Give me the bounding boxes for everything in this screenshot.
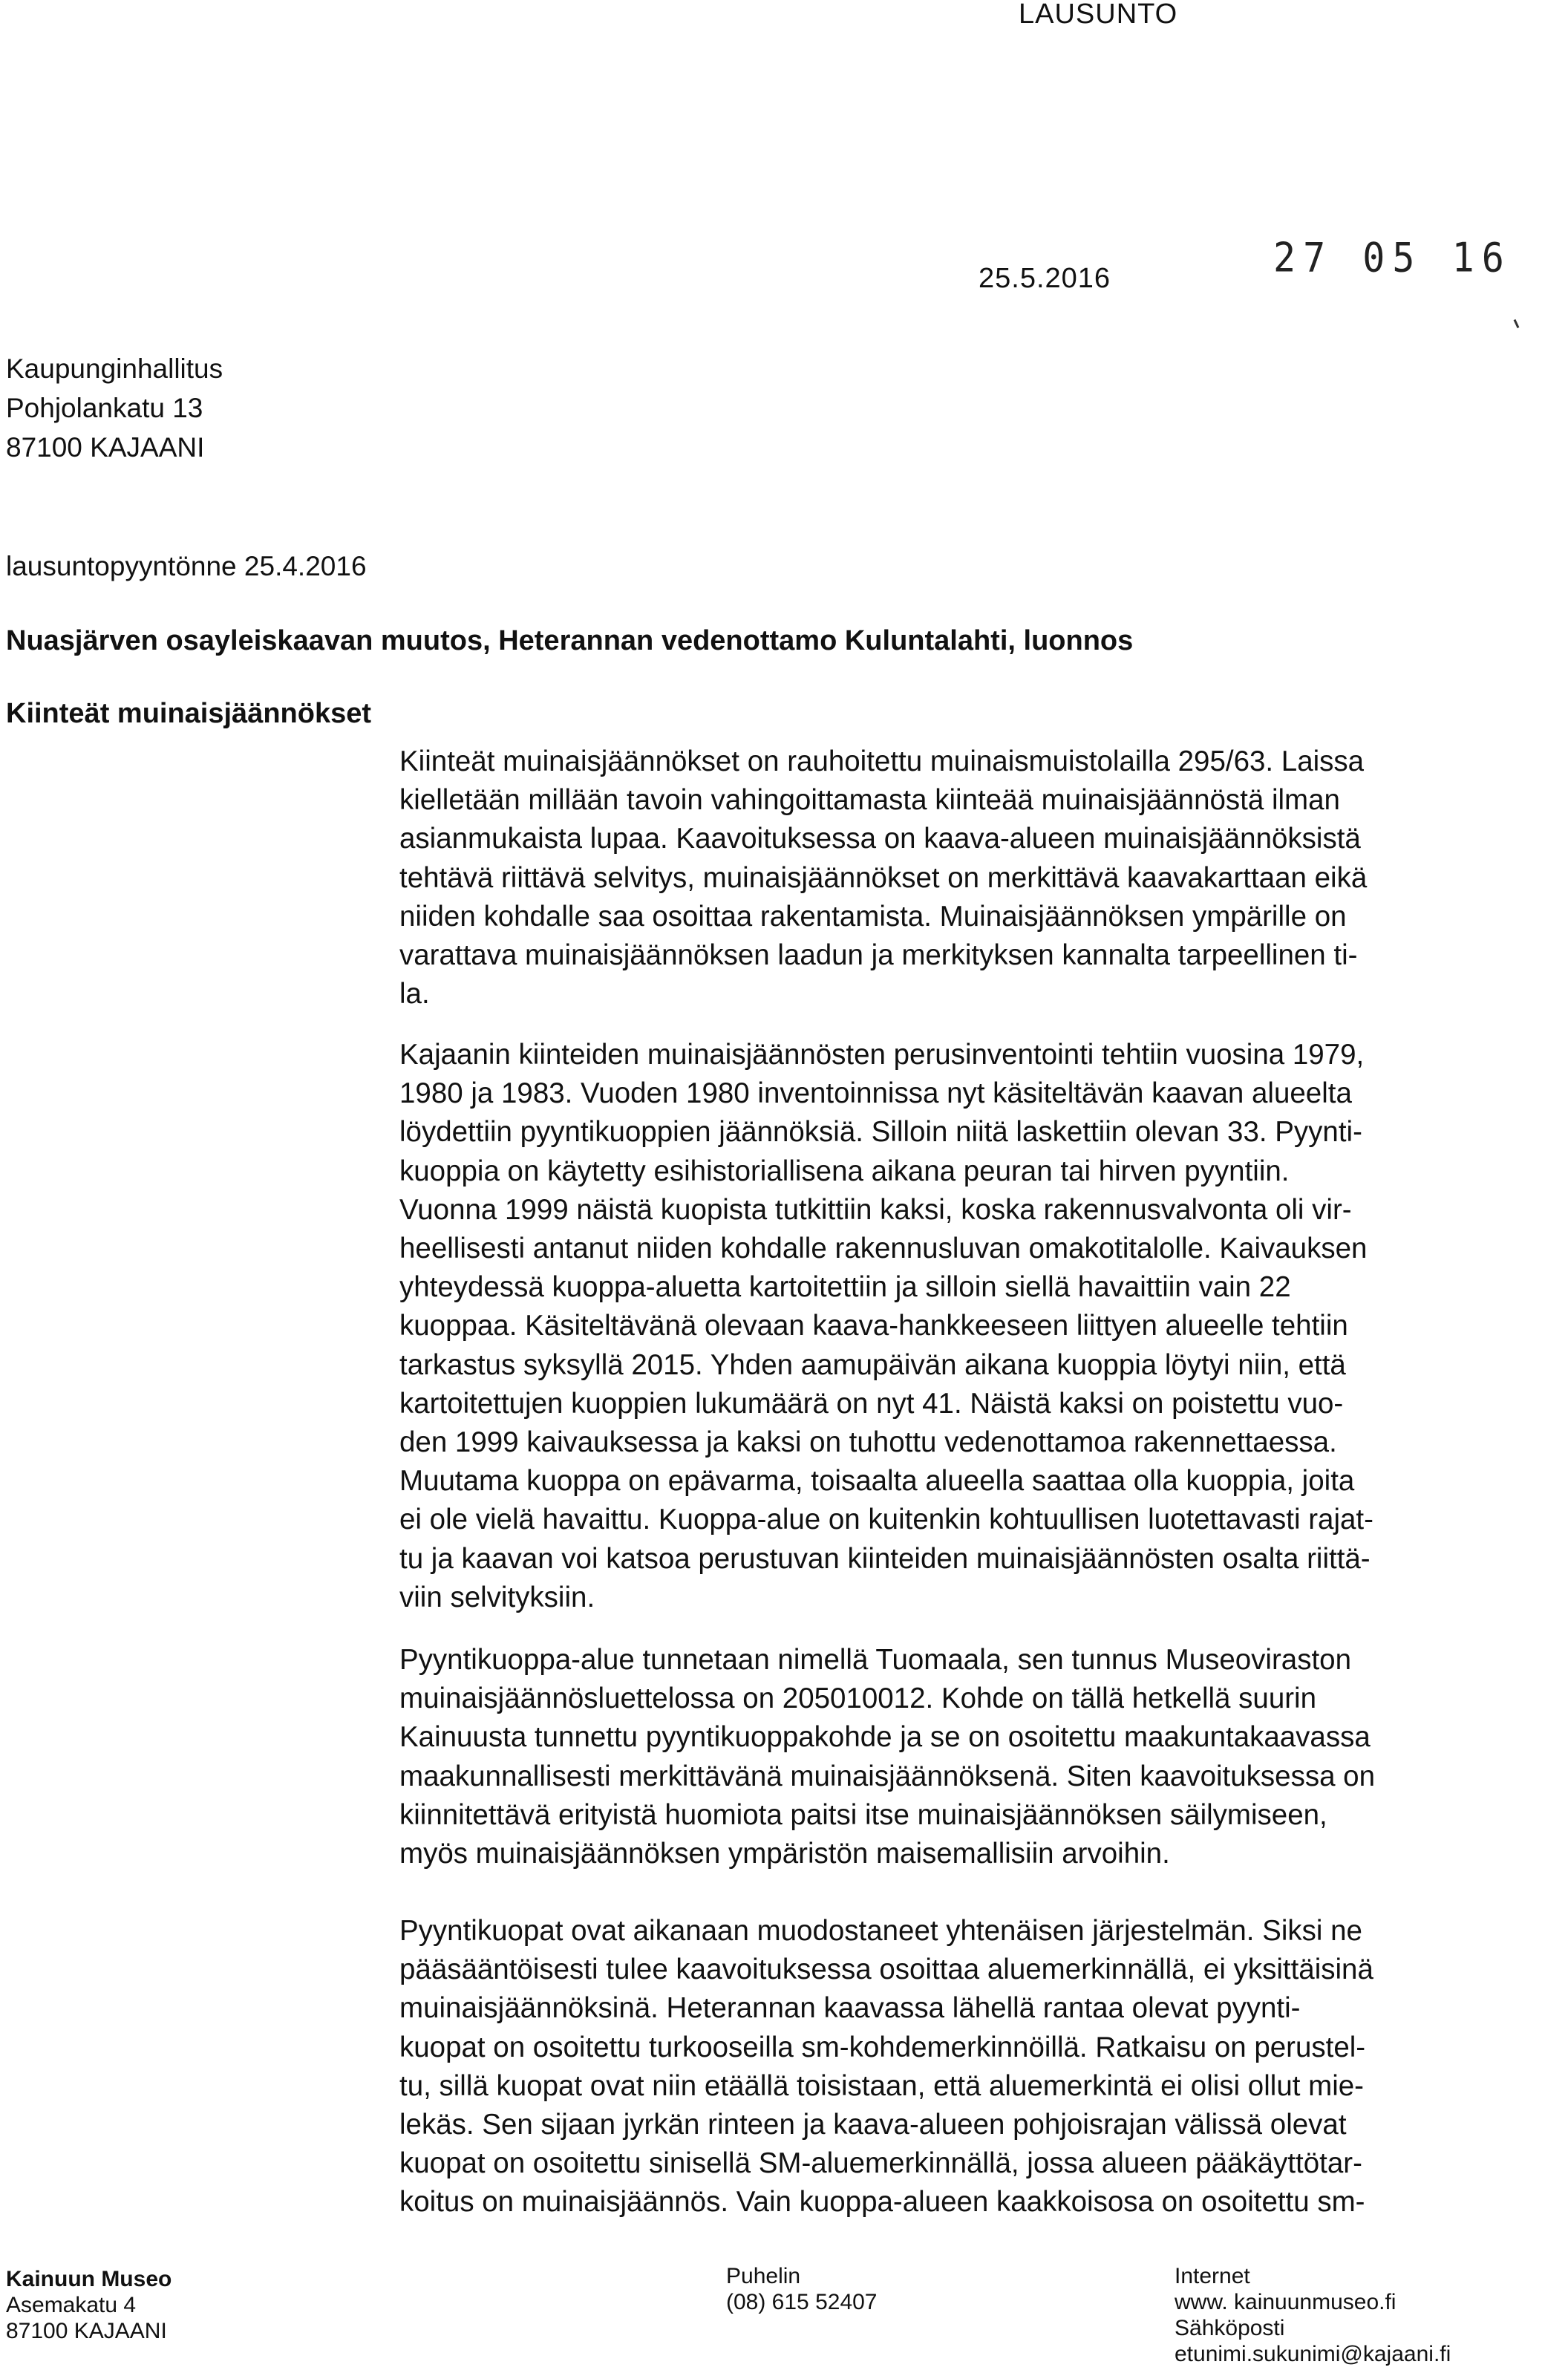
text-line: kuopat on osoitettu turkooseilla sm-kohdemerkinnöillä. Ratkaisu on perustel- bbox=[399, 2031, 1366, 2063]
section-heading: Kiinteät muinaisjäännökset bbox=[6, 698, 372, 729]
text-line: Pyyntikuopat ovat aikanaan muodostaneet yhtenäisen järjestelmän. Siksi ne bbox=[399, 1915, 1362, 1947]
text-line: kuopat on osoitettu sinisellä SM-aluemerkinnällä, jossa alueen pääkäyttötar- bbox=[399, 2147, 1362, 2180]
text-line: la. bbox=[399, 978, 430, 1011]
text-line: muinaisjäännösluettelossa on 205010012. Kohde on tällä hetkellä suurin bbox=[399, 1683, 1317, 1715]
text-line: lekäs. Sen sijaan jyrkän rinteen ja kaava-alueen pohjoisrajan välissä olevat bbox=[399, 2109, 1347, 2141]
recipient-street: Pohjolankatu 13 bbox=[6, 393, 203, 423]
text-line: pääsääntöisesti tulee kaavoituksessa osoittaa aluemerkinnällä, ei yksittäisinä bbox=[399, 1954, 1373, 1986]
reference-line: lausuntopyyntönne 25.4.2016 bbox=[6, 551, 367, 581]
museum-name: Kainuun Museo bbox=[6, 2267, 172, 2291]
text-line: asianmukaista lupaa. Kaavoituksessa on kaava-alueen muinaisjäännöksistä bbox=[399, 823, 1361, 855]
text-line: tu, sillä kuopat ovat niin etäällä toisistaan, että aluemerkintä ei olisi ollut mie- bbox=[399, 2069, 1364, 2102]
received-date-stamp: 27 05 16 bbox=[1273, 234, 1512, 281]
paragraph-4 bbox=[399, 1912, 1568, 2222]
museum-street: Asemakatu 4 bbox=[6, 2293, 137, 2317]
text-line: koitus on muinaisjäännös. Vain kuoppa-alueen kaakkoisosa on osoitettu sm- bbox=[399, 2186, 1365, 2219]
email-label: Sähköposti bbox=[1175, 2316, 1285, 2340]
text-line: Vuonna 1999 näistä kuopista tutkittiin kaksi, koska rakennusvalvonta oli vir- bbox=[399, 1193, 1352, 1226]
footer-phone bbox=[726, 2263, 878, 2315]
stamp-mark bbox=[1514, 319, 1520, 328]
text-line: Kainuusta tunnettu pyyntikuoppakohde ja se on osoitettu maakuntakaavassa bbox=[399, 1721, 1371, 1754]
text-line: Muutama kuoppa on epävarma, toisaalta alueella saattaa olla kuoppia, joita bbox=[399, 1465, 1355, 1498]
text-line: Pyyntikuoppa-alue tunnetaan nimellä Tuomaala, sen tunnus Museoviraston bbox=[399, 1644, 1351, 1676]
footer-museum-address bbox=[6, 2266, 172, 2344]
text-line: yhteydessä kuoppa-aluetta kartoitettiin ja silloin siellä havaittiin vain 22 bbox=[399, 1271, 1291, 1304]
text-line: muinaisjäännöksinä. Heterannan kaavassa lähellä rantaa olevat pyynti- bbox=[399, 1992, 1301, 2025]
text-line: kuoppaa. Käsiteltävänä olevaan kaava-hankkeeseen liittyen alueelle tehtiin bbox=[399, 1310, 1348, 1342]
recipient-name: Kaupunginhallitus bbox=[6, 353, 223, 384]
phone-number: (08) 615 52407 bbox=[726, 2290, 878, 2314]
text-line: tehtävä riittävä selvitys, muinaisjäännökset on merkittävä kaavakarttaan eikä bbox=[399, 861, 1368, 894]
text-line: Kiinteät muinaisjäännökset on rauhoitettu muinaismuistolailla 295/63. Laissa bbox=[399, 745, 1365, 777]
footer-web bbox=[1175, 2263, 1451, 2367]
museum-city: 87100 KAJAANI bbox=[6, 2319, 167, 2343]
text-line: niiden kohdalle saa osoittaa rakentamista. Muinaisjäännöksen ympärille on bbox=[399, 900, 1347, 933]
text-line: heellisesti antanut niiden kohdalle rakennusluvan omakotitalolle. Kaivauksen bbox=[399, 1233, 1368, 1265]
text-line: viin selvityksiin. bbox=[399, 1581, 595, 1613]
paragraph-2 bbox=[399, 1036, 1568, 1617]
phone-label: Puhelin bbox=[726, 2264, 801, 2288]
document-date: 25.5.2016 bbox=[979, 263, 1111, 294]
text-line: maakunnallisesti merkittävänä muinaisjäännöksenä. Siten kaavoituksessa on bbox=[399, 1760, 1376, 1792]
text-line: varattava muinaisjäännöksen laadun ja merkityksen kannalta tarpeellinen ti- bbox=[399, 939, 1358, 972]
paragraph-1 bbox=[399, 742, 1568, 1014]
text-line: löydettiin pyyntikuoppien jäännöksiä. Silloin niitä laskettiin olevan 33. Pyynti- bbox=[399, 1116, 1362, 1149]
text-line: tarkastus syksyllä 2015. Yhden aamupäivän aikana kuoppia löytyi niin, että bbox=[399, 1348, 1346, 1381]
website-link: www. kainuunmuseo.fi bbox=[1175, 2290, 1396, 2314]
internet-label: Internet bbox=[1175, 2264, 1250, 2288]
text-line: tu ja kaavan voi katsoa perustuvan kiinteiden muinaisjäännösten osalta riittä- bbox=[399, 1542, 1371, 1575]
text-line: 1980 ja 1983. Vuoden 1980 inventoinnissa nyt käsiteltävän kaavan alueelta bbox=[399, 1077, 1352, 1110]
text-line: kuoppia on käytetty esihistoriallisena aikana peuran tai hirven pyyntiin. bbox=[399, 1155, 1290, 1187]
text-line: ei ole vielä havaittu. Kuoppa-alue on kuitenkin kohtuullisen luotettavasti rajat- bbox=[399, 1504, 1373, 1536]
text-line: Kajaanin kiinteiden muinaisjäännösten perusinventointi tehtiin vuosina 1979, bbox=[399, 1039, 1365, 1071]
text-line: den 1999 kaivauksessa ja kaksi on tuhottu vedenottamoa rakennettaessa. bbox=[399, 1426, 1337, 1459]
text-line: kartoitettujen kuoppien lukumäärä on nyt 41. Näistä kaksi on poistettu vuo- bbox=[399, 1387, 1344, 1420]
subject-heading: Nuasjärven osayleiskaavan muutos, Heterannan vedenottamo Kuluntalahti, luonnos bbox=[6, 625, 1134, 656]
text-line: kiinnitettävä erityistä huomiota paitsi itse muinaisjäännöksen säilymiseen, bbox=[399, 1798, 1327, 1831]
text-line: kielletään millään tavoin vahingoittamasta kiinteää muinaisjäännöstä ilman bbox=[399, 784, 1340, 817]
document-type: LAUSUNTO bbox=[1019, 0, 1178, 30]
recipient-city: 87100 KAJAANI bbox=[6, 432, 205, 463]
email-address: etunimi.sukunimi@kajaani.fi bbox=[1175, 2342, 1451, 2366]
recipient-address bbox=[6, 349, 223, 467]
text-line: myös muinaisjäännöksen ympäristön maisemallisiin arvoihin. bbox=[399, 1838, 1170, 1870]
paragraph-3 bbox=[399, 1641, 1568, 1873]
